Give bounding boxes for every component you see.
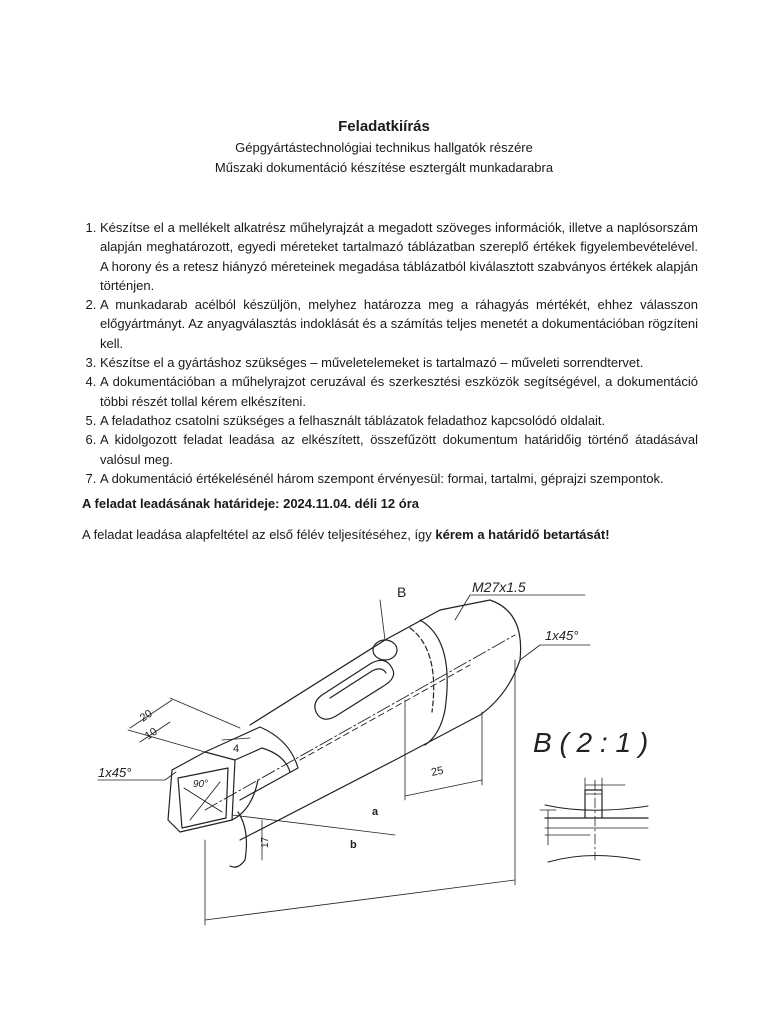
chamfer-leader-right — [520, 645, 590, 660]
task-list — [82, 218, 698, 488]
label-angle-90: 90° — [193, 779, 209, 790]
task-item: 2. A munkadarab acélból készüljön, melyhez határozza meg a ráhagyás mértékét, ehhez válasszon előgyártmányt. Az anyagválasztás indoklását és a számítás teljes menetét a dokumentációban rögzíteni kell. — [100, 295, 698, 353]
label-dim-a: a — [372, 806, 379, 818]
square-to-shaft — [205, 727, 298, 800]
task-item: 7. A dokumentáció értékelésénél három szempont érvényesül: formai, tartalmi, géprajzi szempontok. — [100, 469, 698, 488]
square-end-outline — [168, 752, 235, 832]
label-thread: M27x1.5 — [472, 579, 526, 595]
thread-root-line — [410, 628, 434, 712]
dim-25-line — [405, 780, 482, 796]
deadline-text: A feladat leadásának határideje: 2024.11.04. déli 12 óra — [82, 496, 419, 511]
thread-leader — [455, 595, 585, 620]
task-item: 5. A feladathoz csatolni szükséges a felhasznált táblázatok feladathoz kapcsolódó oldalait. — [100, 411, 698, 430]
shaft-threaded-end-top — [440, 600, 521, 715]
shaft-top-edge — [250, 610, 440, 725]
task-item: 4. A dokumentációban a műhelyrajzot ceruzával és szerkesztési eszközök segítségével, a dokumentáció többi részét tollal kérem elkészíteni. — [100, 372, 698, 411]
b-leader — [380, 600, 385, 640]
requirement-note-emphasis: kérem a határidő betartását! — [435, 527, 610, 542]
task-item: 6. A kidolgozott feladat leadása az elkészített, összefűzött dokumentum határidőig történő átadásával valósul meg. — [100, 430, 698, 469]
dim-ext-20-b — [170, 698, 240, 728]
detail-dim-top — [585, 778, 625, 790]
detail-inner-lines — [545, 828, 648, 835]
dim-b-line — [205, 880, 515, 920]
task-item: 1. Készítse el a mellékelt alkatrész műhelyrajzát a megadott szöveges információk, illetve a naplósorszám alapján meghatározott, egyedi méreteket tartalmazó táblázatban szereplő értékek figyelembevételével. A horony és a retesz hiányzó méreteinek megadása táblázatból kiválasztott szabványos értékek alapján történjen. — [100, 218, 698, 295]
centre-line — [205, 635, 515, 810]
detail-bottom-boundary — [548, 855, 640, 862]
document-title: Feladatkiírás — [338, 118, 430, 135]
flat-cut — [235, 748, 290, 772]
detail-top-boundary — [545, 805, 648, 810]
label-chamfer-left: 1x45° — [98, 765, 132, 780]
technical-drawing — [0, 560, 768, 1020]
document-subtitle-topic: Műszaki dokumentáció készítése esztergált munkadarabra — [214, 160, 554, 175]
square-end-diag1 — [184, 788, 222, 812]
square-end-face — [178, 768, 228, 828]
groove-circle — [373, 640, 397, 660]
label-dim-17: 17 — [260, 836, 271, 848]
label-dim-20: 20 — [137, 707, 155, 725]
requirement-note-text: A feladat leadása alapfeltétel az első félév teljesítéséhez, így — [82, 527, 436, 542]
shaft-bottom-edge — [240, 715, 480, 840]
label-dim-4: 4 — [233, 743, 240, 755]
square-shaft-arc — [232, 780, 258, 820]
label-chamfer-right: 1x45° — [545, 628, 579, 643]
label-dim-10: 10 — [142, 725, 160, 743]
label-b: B — [397, 584, 407, 600]
detail-title: B ( 2 : 1 ) — [533, 727, 649, 758]
dim-ext-20-a — [128, 730, 205, 752]
task-item: 3. Készítse el a gyártáshoz szükséges – műveletelemeket is tartalmazó – műveleti sorrendtervet. — [100, 353, 698, 372]
requirement-note — [82, 527, 610, 542]
label-dim-b: b — [350, 839, 357, 851]
keyway-slot-inner — [330, 669, 386, 698]
document-subtitle-audience: Gépgyártástechnológiai technikus hallgatók részére — [235, 140, 533, 155]
label-dim-25: 25 — [430, 764, 445, 779]
detail-dim-side — [540, 810, 556, 845]
